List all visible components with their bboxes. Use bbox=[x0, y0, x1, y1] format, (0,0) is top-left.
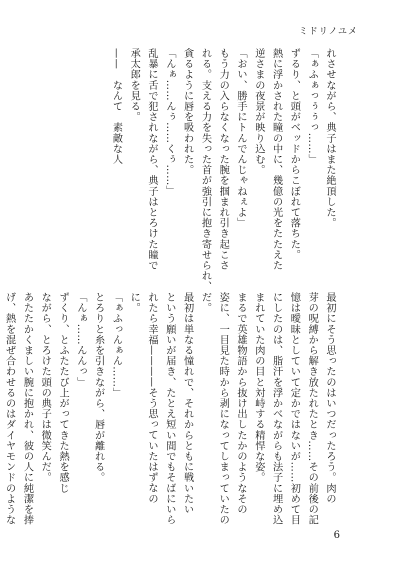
bottom-text-block bbox=[3, 292, 338, 526]
text-line: 逆さまの夜景が映り込む。 bbox=[252, 48, 264, 176]
page-number: 6 bbox=[333, 530, 340, 541]
text-line: ながら、とろけた頭の典子は微笑んだ。 bbox=[39, 292, 51, 483]
text-line: 最初は単なる憧れで、それからともに戦いたい bbox=[181, 292, 193, 515]
text-line: 憶は曖昧としていて定かではないが……初めて目 bbox=[288, 292, 300, 526]
text-line: だ。 bbox=[199, 292, 211, 314]
text-line: にしたのは、脂汗を浮かべながらも法子に埋め込 bbox=[270, 292, 282, 526]
text-line: 姿に、一目見た時から剥になってしまっていたの bbox=[217, 292, 229, 526]
text-line: 「おい、勝手にトんでんじゃねぇよ」 bbox=[235, 48, 247, 229]
running-header: ミドリノユメ bbox=[298, 27, 358, 37]
text-line: 「んぁ……んんっ」 bbox=[74, 292, 86, 388]
text-line: 乱暴に舌で犯されながら、典子はとろけた瞳で bbox=[146, 48, 158, 271]
text-line: 最初にそう思ったのはいつだったろう。肉の bbox=[324, 292, 335, 504]
text-line: 芽の呪縛から解き放たれたとき……その前後の記 bbox=[306, 292, 318, 526]
text-line: 熱に浮かされた瞳の中に、幾億の光をたたえた bbox=[270, 48, 282, 271]
text-line: げ、熱を混ぜ合わせるのはダイヤモンドのような bbox=[3, 292, 15, 526]
text-line: れさせながら、典子はまた絶頂した。 bbox=[324, 48, 335, 229]
text-line: 「ぁふぁっぅぅっ……」 bbox=[306, 48, 318, 165]
text-line: 「ぁふっんぁん……」 bbox=[110, 292, 122, 398]
text-line: —— なんて 素敵な人 bbox=[110, 48, 122, 165]
text-line: 「んぁ……んぅ……くぅ……」 bbox=[163, 48, 175, 197]
text-line: に。 bbox=[128, 292, 140, 314]
text-line: あたたかくましい腕に抱かれ、彼の人に純潔を捧 bbox=[21, 292, 33, 526]
text-line: れたら幸福————そう思っていたはずなの bbox=[146, 292, 158, 504]
text-line: ずるり、と頭がベッドからこぼれて落ちた。 bbox=[288, 48, 300, 260]
text-line: という願いが届き、たとえ短い間でもそばにいら bbox=[163, 292, 175, 526]
top-text-block bbox=[48, 48, 338, 292]
text-line: まるで英雄物語から抜け出したかのようなその bbox=[235, 292, 247, 515]
text-line: まれていた肉の目と対峙する精悍な姿。 bbox=[252, 292, 264, 483]
text-line: れる。支える力を失った首が強引に抱き寄せられ、 bbox=[199, 48, 211, 292]
text-line: もう力の入らなくなった腕を掴まれ引き起こさ bbox=[217, 48, 229, 271]
text-line: ずくり、とふたたび上がってきた熱を感じ bbox=[57, 292, 69, 494]
text-line: 承太郎を見る。 bbox=[128, 48, 140, 123]
text-line: とろりと糸を引きながら、唇が離れる。 bbox=[92, 292, 104, 483]
text-line: 貪るように唇を吸われた。 bbox=[181, 48, 193, 176]
